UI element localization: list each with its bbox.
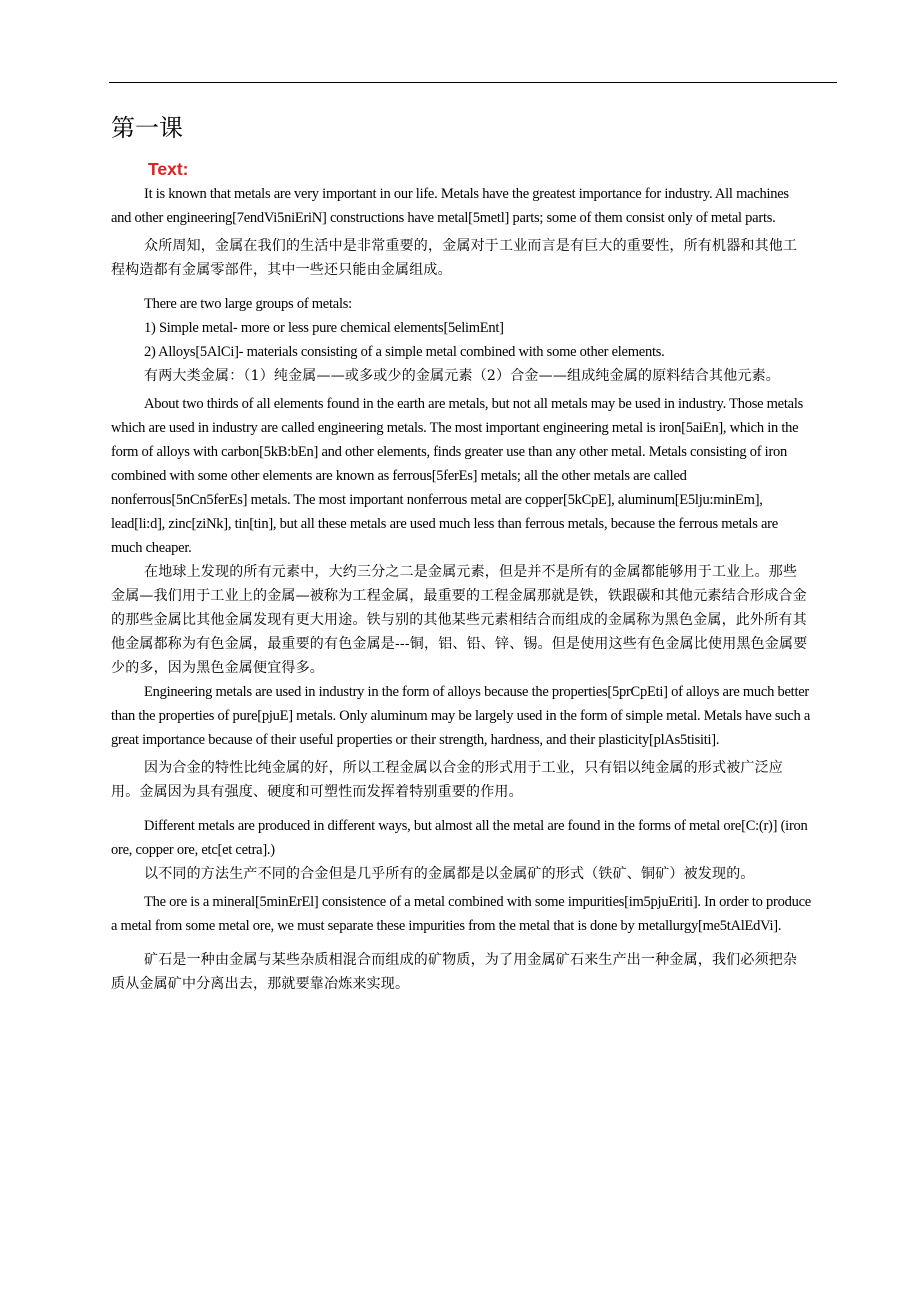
document-body <box>111 112 811 996</box>
paragraph-zh-2: 有两大类金属：（1）纯金属——或多或少的金属元素（2）合金——组成纯金属的原料结合其他元素。 <box>144 368 781 384</box>
text-section-label: Text: <box>148 159 189 179</box>
paragraph-en-6: The ore is a mineral[5minErEl] consistence of a metal combined with some impurities[im5pjuEriti]. In order to produce a metal from some metal ore, we must separate these impurities from the metal that is done by metallurgy[me5tAlEdVi]. <box>111 894 811 934</box>
paragraph-en-4: Engineering metals are used in industry in the form of alloys because the properties[5prCpEti] of alloys are much better than the properties of pure[pjuE] metals. Only aluminum may be largely used in the form of simple metal. Metals have such a great importance because of their useful properties or their strength, hardness, and their plasticity[plAs5tisiti]. <box>111 684 811 748</box>
lesson-title: 第一课 <box>111 116 183 142</box>
paragraph-en-3: About two thirds of all elements found in the earth are metals, but not all metals may be used in industry. Those metals which are used in industry are called engineering metals. The most important engineering metal is iron[5aiEn], which in the form of alloys with carbon[5kB:bEn] and other elements, finds greater use than any other metal. Metals consisting of iron combined with some other elements are known as ferrous[5ferEs] metals; all the other metals are called nonferrous[5nCn5ferEs] metals. The most important nonferrous metal are copper[5kCpE], aluminum[E5lju:minEm], lead[li:d], zinc[ziNk], tin[tin], but all these metals are used much less than ferrous metals, because the ferrous metals are much cheaper. <box>111 396 804 556</box>
paragraph-en-groups: There are two large groups of metals: <box>144 296 352 312</box>
list-item-simple-metal: 1) Simple metal- more or less pure chemical elements[5elimEnt] <box>144 320 504 336</box>
list-item-alloys: 2) Alloys[5AlCi]- materials consisting of a simple metal combined with some other elements. <box>144 344 665 360</box>
paragraph-zh-1: 众所周知，金属在我们的生活中是非常重要的，金属对于工业而言是有巨大的重要性，所有机器和其他工程构造都有金属零部件，其中一些还只能由金属组成。 <box>111 238 798 278</box>
paragraph-en-1: It is known that metals are very important in our life. Metals have the greatest importance for industry. All machines and other engineering[7endVi5niEriN] constructions have metal[5metl] parts; some of them consist only of metal parts. <box>111 186 789 226</box>
header-rule <box>109 82 837 83</box>
paragraph-zh-5: 以不同的方法生产不同的合金但是几乎所有的金属都是以金属矿的形式（铁矿、铜矿）被发现的。 <box>144 866 755 882</box>
paragraph-en-5: Different metals are produced in different ways, but almost all the metal are found in the forms of metal ore[C:(r)] (iron ore, copper ore, etc[et cetra].) <box>111 818 808 858</box>
paragraph-zh-6: 矿石是一种由金属与某些杂质相混合而组成的矿物质，为了用金属矿石来生产出一种金属，我们必须把杂质从金属矿中分离出去，那就要靠冶炼来实现。 <box>111 952 798 992</box>
paragraph-zh-3: 在地球上发现的所有元素中，大约三分之二是金属元素，但是并不是所有的金属都能够用于工业上。那些金属—我们用于工业上的金属—被称为工程金属，最重要的工程金属那就是铁，铁跟碳和其他元素结合形成合金的那些金属比其他金属发现有更大用途。铁与别的其他某些元素相结合而组成的金属称为黑色金属，此外所有其他金属都称为有色金属，最重要的有色金属是---铜，铝、铅、锌、锡。但是使用这些有色金属比使用黑色金属要少的多，因为黑色金属便宜得多。 <box>111 564 808 676</box>
paragraph-zh-4: 因为合金的特性比纯金属的好，所以工程金属以合金的形式用于工业，只有铝以纯金属的形式被广泛应用。金属因为具有强度、硬度和可塑性而发挥着特别重要的作用。 <box>111 760 783 800</box>
